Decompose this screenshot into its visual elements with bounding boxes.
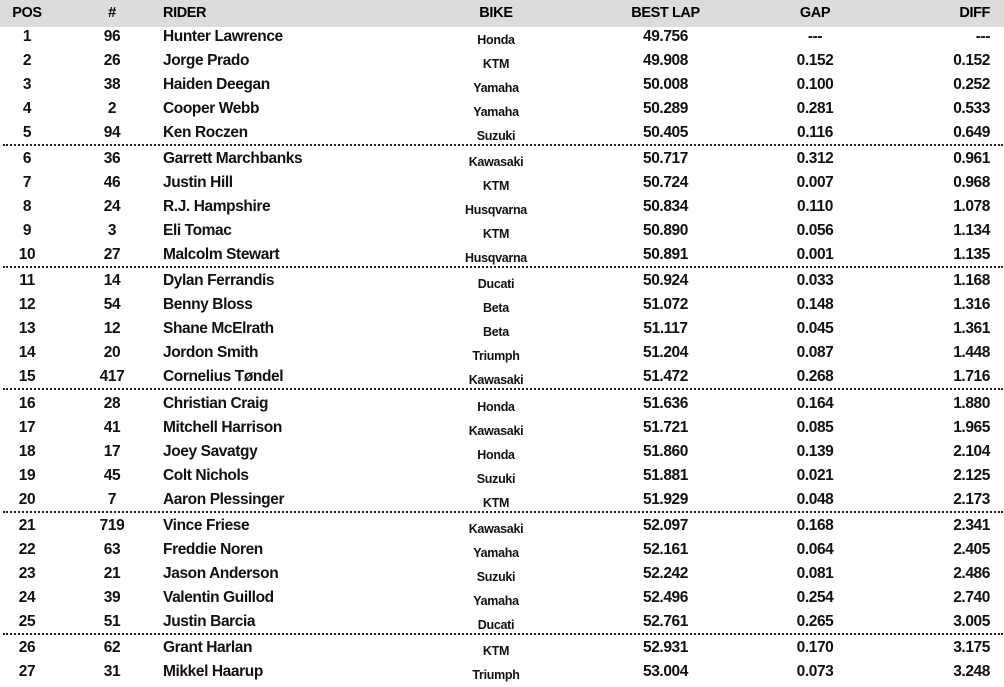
table-row [0, 25, 1004, 49]
rider-number-cell: 14 [103, 272, 121, 290]
position-cell: 10 [18, 246, 36, 264]
bike-cell: Yamaha [473, 105, 519, 119]
position-cell: 22 [18, 540, 36, 558]
best-lap-cell: 51.881 [642, 466, 688, 484]
gap-cell: 0.110 [797, 198, 833, 216]
diff-cell: 1.168 [953, 272, 990, 290]
rider-number-cell: 41 [103, 418, 121, 436]
diff-cell: 2.405 [953, 540, 990, 558]
rider-name-cell: Justin Barcia [163, 612, 256, 630]
rider-number-cell: 45 [103, 466, 121, 484]
gap-cell: 0.073 [796, 663, 834, 680]
rider-number-cell: 21 [103, 564, 121, 582]
bike-cell: Beta [483, 301, 509, 316]
rider-name-cell: Dylan Ferrandis [163, 272, 275, 290]
gap-cell: --- [807, 28, 823, 45]
gap-cell: 0.064 [796, 540, 834, 558]
table-row [0, 610, 1004, 634]
rider-number-cell: 27 [103, 246, 121, 264]
table-row [0, 171, 1004, 195]
gap-cell: 0.116 [797, 124, 833, 141]
best-lap-cell: 50.724 [642, 174, 688, 192]
rider-name-cell: Freddie Noren [163, 540, 263, 558]
bike-cell: Kawasaki [468, 155, 524, 170]
header-gap: GAP [799, 5, 831, 21]
rider-number-cell: 20 [103, 344, 121, 362]
rider-number-cell: 2 [107, 100, 117, 117]
rider-name-cell: Christian Craig [163, 394, 269, 412]
gap-cell: 0.100 [796, 76, 834, 93]
bike-cell: Ducati [477, 617, 515, 632]
best-lap-cell: 49.908 [642, 52, 688, 69]
table-row [0, 73, 1004, 97]
diff-cell: 1.361 [953, 320, 990, 338]
bike-cell: Ducati [477, 277, 515, 292]
rider-name-cell: Colt Nichols [163, 466, 249, 484]
bike-cell: Suzuki [476, 569, 516, 584]
rider-name-cell: Shane McElrath [163, 320, 274, 338]
rider-number-cell: 94 [103, 124, 121, 141]
rider-name-cell: Jorge Prado [163, 52, 250, 69]
table-row [0, 416, 1004, 440]
best-lap-cell: 51.860 [642, 442, 688, 460]
gap-cell: 0.087 [796, 344, 834, 362]
position-cell: 9 [22, 222, 32, 240]
gap-cell: 0.312 [796, 150, 834, 168]
gap-cell: 0.085 [796, 418, 834, 436]
diff-cell: 0.968 [953, 174, 990, 192]
rider-number-cell: 26 [103, 52, 121, 69]
table-row [0, 488, 1004, 512]
bike-cell: Triumph [472, 349, 520, 364]
header-diff: DIFF [959, 5, 990, 21]
group-separator [3, 633, 1003, 635]
table-row [0, 538, 1004, 562]
table-row [0, 195, 1004, 219]
position-cell: 8 [22, 198, 32, 216]
rider-name-cell: Garrett Marchbanks [163, 150, 303, 168]
rider-name-cell: Grant Harlan [163, 639, 253, 656]
best-lap-cell: 50.891 [642, 246, 688, 264]
rider-number-cell: 3 [107, 222, 117, 240]
rider-name-cell: Jason Anderson [163, 564, 279, 582]
best-lap-cell: 53.004 [642, 663, 688, 680]
best-lap-cell: 49.756 [642, 28, 688, 45]
bike-cell: KTM [482, 644, 510, 658]
diff-cell: 2.740 [953, 588, 990, 606]
rider-name-cell: Justin Hill [163, 174, 233, 192]
group-separator [3, 511, 1003, 513]
position-cell: 4 [22, 100, 32, 117]
best-lap-cell: 50.405 [642, 124, 688, 141]
table-row [0, 49, 1004, 73]
table-row [0, 341, 1004, 365]
position-cell: 19 [18, 466, 36, 484]
bike-cell: Beta [483, 325, 509, 340]
best-lap-cell: 51.929 [642, 490, 688, 508]
position-cell: 23 [18, 564, 36, 582]
diff-cell: 0.533 [953, 100, 990, 117]
group-separator [3, 266, 1003, 268]
diff-cell: 1.716 [953, 368, 990, 386]
bike-cell: Yamaha [473, 545, 519, 560]
position-cell: 7 [22, 174, 32, 192]
table-row [0, 219, 1004, 243]
best-lap-cell: 50.289 [642, 100, 688, 117]
bike-cell: Honda [477, 33, 515, 47]
best-lap-cell: 50.924 [642, 272, 688, 290]
rider-name-cell: Cornelius Tøndel [163, 368, 284, 386]
rider-number-cell: 96 [103, 28, 121, 45]
best-lap-cell: 52.161 [642, 540, 688, 558]
best-lap-cell: 51.072 [642, 296, 688, 314]
best-lap-cell: 51.117 [643, 320, 688, 338]
gap-cell: 0.045 [796, 320, 834, 338]
table-header [0, 0, 1004, 27]
best-lap-cell: 52.761 [642, 612, 688, 630]
bike-cell: Suzuki [476, 471, 516, 486]
position-cell: 26 [18, 639, 36, 656]
table-row [0, 269, 1004, 293]
position-cell: 2 [22, 52, 32, 69]
rider-number-cell: 38 [103, 76, 121, 93]
rider-name-cell: Jordon Smith [163, 344, 259, 362]
gap-cell: 0.170 [796, 639, 834, 656]
table-row [0, 121, 1004, 145]
rider-number-cell: 39 [103, 588, 121, 606]
bike-cell: Husqvarna [465, 203, 527, 218]
position-cell: 3 [22, 76, 32, 93]
rider-name-cell: Haiden Deegan [163, 76, 270, 93]
bike-cell: Yamaha [473, 81, 519, 95]
position-cell: 21 [18, 516, 36, 534]
rider-number-cell: 46 [103, 174, 121, 192]
bike-cell: Honda [477, 447, 515, 462]
header-best-lap: BEST LAP [631, 5, 700, 21]
bike-cell: Husqvarna [465, 251, 527, 266]
table-row [0, 636, 1004, 660]
bike-cell: Kawasaki [468, 521, 524, 536]
rider-name-cell: Benny Bloss [163, 296, 253, 314]
best-lap-cell: 52.097 [642, 516, 688, 534]
diff-cell: 3.175 [953, 639, 990, 656]
diff-cell: 0.649 [953, 124, 990, 141]
position-cell: 13 [18, 320, 36, 338]
diff-cell: 1.135 [953, 246, 990, 264]
position-cell: 16 [18, 394, 36, 412]
rider-name-cell: Hunter Lawrence [163, 28, 283, 45]
rider-name-cell: R.J. Hampshire [163, 198, 271, 216]
table-row [0, 293, 1004, 317]
table-row [0, 147, 1004, 171]
header-rider: RIDER [163, 5, 207, 21]
rider-name-cell: Eli Tomac [163, 222, 232, 240]
gap-cell: 0.152 [796, 52, 834, 69]
position-cell: 12 [18, 296, 36, 314]
position-cell: 6 [22, 150, 32, 168]
best-lap-cell: 50.717 [642, 150, 688, 168]
rider-number-cell: 12 [103, 320, 121, 338]
gap-cell: 0.168 [796, 516, 834, 534]
gap-cell: 0.148 [796, 296, 834, 314]
best-lap-cell: 51.721 [642, 418, 688, 436]
diff-cell: 2.486 [953, 564, 990, 582]
diff-cell: 2.104 [953, 442, 990, 460]
position-cell: 17 [18, 418, 36, 436]
best-lap-cell: 52.242 [642, 564, 688, 582]
table-row [0, 514, 1004, 538]
best-lap-cell: 51.472 [642, 368, 688, 386]
rider-number-cell: 31 [103, 663, 121, 680]
gap-cell: 0.007 [796, 174, 834, 192]
rider-number-cell: 17 [103, 442, 121, 460]
diff-cell: 2.173 [953, 490, 990, 508]
table-row [0, 440, 1004, 464]
rider-name-cell: Cooper Webb [163, 100, 260, 117]
header-pos: POS [12, 5, 42, 21]
table-row [0, 660, 1004, 684]
table-row [0, 586, 1004, 610]
rider-number-cell: 24 [103, 198, 121, 216]
group-separator [3, 144, 1003, 146]
gap-cell: 0.164 [796, 394, 834, 412]
rider-name-cell: Aaron Plessinger [163, 490, 285, 508]
bike-cell: Kawasaki [468, 423, 524, 438]
table-row [0, 464, 1004, 488]
gap-cell: 0.139 [796, 442, 834, 460]
rider-name-cell: Mikkel Haarup [163, 663, 263, 680]
bike-cell: KTM [482, 57, 510, 71]
rider-number-cell: 36 [103, 150, 121, 168]
diff-cell: 1.134 [953, 222, 990, 240]
diff-cell: 0.152 [953, 52, 990, 69]
diff-cell: 1.880 [953, 394, 990, 412]
position-cell: 25 [18, 612, 36, 630]
rider-name-cell: Ken Roczen [163, 124, 248, 141]
rider-number-cell: 51 [103, 612, 121, 630]
position-cell: 18 [18, 442, 36, 460]
bike-cell: Honda [477, 399, 515, 414]
position-cell: 5 [22, 124, 32, 141]
bike-cell: Kawasaki [468, 373, 524, 388]
position-cell: 27 [18, 663, 36, 680]
bike-cell: KTM [482, 495, 510, 510]
rider-number-cell: 28 [103, 394, 121, 412]
rider-number-cell: 719 [99, 516, 125, 534]
diff-cell: 0.961 [953, 150, 990, 168]
rider-number-cell: 54 [103, 296, 121, 314]
best-lap-cell: 52.496 [642, 588, 688, 606]
table-row [0, 365, 1004, 389]
table-row [0, 243, 1004, 267]
gap-cell: 0.033 [796, 272, 834, 290]
best-lap-cell: 50.008 [642, 76, 688, 93]
gap-cell: 0.021 [796, 466, 834, 484]
rider-number-cell: 417 [99, 368, 125, 386]
best-lap-cell: 50.834 [642, 198, 688, 216]
gap-cell: 0.048 [796, 490, 834, 508]
rider-number-cell: 62 [103, 639, 121, 656]
rider-name-cell: Joey Savatgy [163, 442, 258, 460]
diff-cell: 0.252 [953, 76, 990, 93]
rider-name-cell: Malcolm Stewart [163, 246, 280, 264]
bike-cell: KTM [482, 179, 510, 194]
gap-cell: 0.254 [796, 588, 834, 606]
position-cell: 11 [19, 272, 35, 290]
gap-cell: 0.268 [796, 368, 834, 386]
diff-cell: 3.005 [953, 612, 990, 630]
gap-cell: 0.001 [796, 246, 834, 264]
table-row [0, 562, 1004, 586]
bike-cell: Triumph [472, 668, 520, 682]
best-lap-cell: 52.931 [642, 639, 688, 656]
rider-number-cell: 63 [103, 540, 121, 558]
diff-cell: --- [975, 28, 990, 45]
rider-name-cell: Valentin Guillod [163, 588, 274, 606]
position-cell: 14 [18, 344, 36, 362]
position-cell: 1 [22, 28, 32, 45]
diff-cell: 1.965 [953, 418, 990, 436]
header-bike: BIKE [479, 5, 513, 21]
table-row [0, 97, 1004, 121]
position-cell: 20 [18, 490, 36, 508]
gap-cell: 0.056 [796, 222, 834, 240]
best-lap-cell: 51.636 [642, 394, 688, 412]
diff-cell: 3.248 [953, 663, 990, 680]
diff-cell: 2.125 [953, 466, 990, 484]
rider-name-cell: Mitchell Harrison [163, 418, 282, 436]
table-row [0, 392, 1004, 416]
diff-cell: 1.448 [953, 344, 990, 362]
best-lap-cell: 51.204 [642, 344, 688, 362]
gap-cell: 0.265 [796, 612, 834, 630]
rider-number-cell: 7 [107, 490, 117, 508]
table-row [0, 317, 1004, 341]
gap-cell: 0.081 [796, 564, 834, 582]
position-cell: 15 [18, 368, 36, 386]
position-cell: 24 [18, 588, 36, 606]
diff-cell: 1.316 [953, 296, 990, 314]
best-lap-cell: 50.890 [642, 222, 688, 240]
rider-name-cell: Vince Friese [163, 516, 250, 534]
header-number: # [108, 5, 116, 21]
gap-cell: 0.281 [796, 100, 834, 117]
bike-cell: Suzuki [476, 129, 516, 143]
bike-cell: KTM [482, 227, 510, 242]
diff-cell: 2.341 [953, 516, 990, 534]
group-separator [3, 388, 1003, 390]
bike-cell: Yamaha [473, 593, 519, 608]
diff-cell: 1.078 [953, 198, 990, 216]
